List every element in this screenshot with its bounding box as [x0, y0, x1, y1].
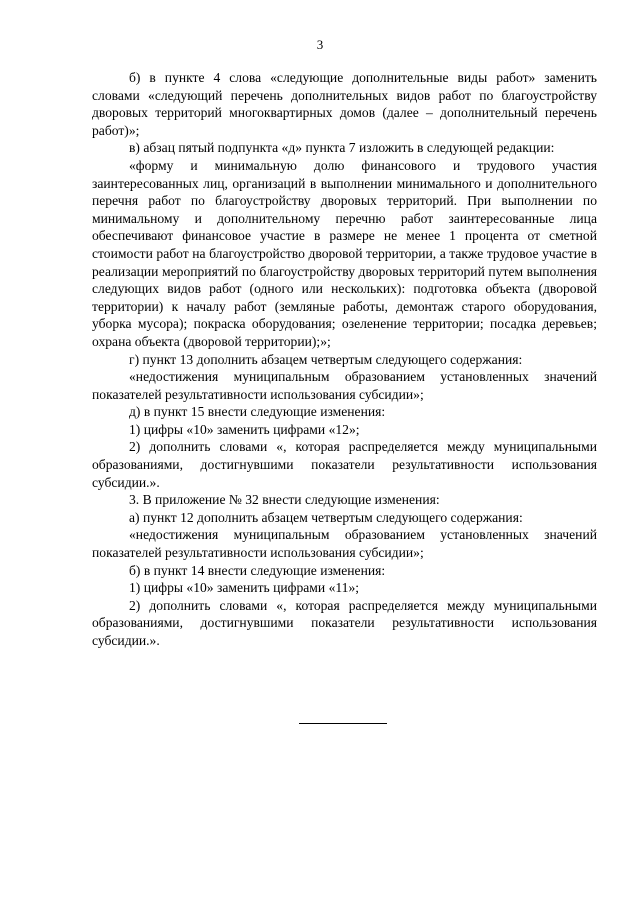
paragraph-quote-participation: «форму и минимальную долю финансового и трудового участия заинтересованных лиц, организаций в выполнении минимального и дополнительного перечня работ по благоустройству дворовых территорий. При выполнении по минимальному и дополнительному перечню работ заинтересованные лица обеспечивают финансовое участие в размере не менее 1 процента от сметной стоимости работ на благоустройство дворовой территории, а также трудовое участие в реализации мероприятий по благоустройству дворовых территорий путем выполнения следующих видов работ (одного или нескольких): подготовка объекта (дворовой территории) к началу работ (земляные работы, демонтаж старого оборудования, уборка мусора); покраска оборудования; озеленение территории; посадка деревьев; охрана объекта (дворовой территории);»;: [92, 157, 597, 349]
page-number: 3: [316, 37, 324, 52]
paragraph-quote-nondelivery-2: «недостижения муниципальным образованием установленных значений показателей результативности использования субсидии»;: [92, 527, 597, 561]
paragraph-v-item7: в) абзац пятый подпункта «д» пункта 7 изложить в следующей редакции:: [129, 140, 555, 156]
paragraph-quote-nondelivery-1: «недостижения муниципальным образованием установленных значений показателей результативности использования субсидии»;: [92, 369, 597, 402]
paragraph-g-item13: г) пункт 13 дополнить абзацем четвертым следующего содержания:: [129, 351, 523, 367]
paragraph-digits-11: 1) цифры «10» заменить цифрами «11»;: [129, 580, 360, 596]
paragraph-a-item12: а) пункт 12 дополнить абзацем четвертым следующего содержания:: [129, 509, 523, 525]
paragraph-add-words-2: 2) дополнить словами «, которая распределяется между муниципальными образованиями, достигнувшими показатели результативности использования субсидии.».: [92, 597, 597, 648]
paragraph-digits-12: 1) цифры «10» заменить цифрами «12»;: [129, 421, 360, 437]
paragraph-b-item14: б) в пункт 14 внести следующие изменения:: [129, 562, 386, 578]
document-body: [92, 69, 597, 650]
end-of-document-rule: [299, 723, 387, 724]
paragraph-b-item4: б) в пункте 4 слова «следующие дополнительные виды работ» заменить словами «следующий перечень дополнительных видов работ по благоустройству дворовых территорий многоквартирных домов (далее – дополнительный перечень работ)»;: [92, 70, 597, 138]
paragraph-appendix-32: 3. В приложение № 32 внести следующие изменения:: [129, 492, 440, 508]
paragraph-d-item15: д) в пункт 15 внести следующие изменения:: [129, 404, 386, 420]
paragraph-add-words-1: 2) дополнить словами «, которая распределяется между муниципальными образованиями, достигнувшими показатели результативности использования субсидии.».: [92, 439, 597, 490]
